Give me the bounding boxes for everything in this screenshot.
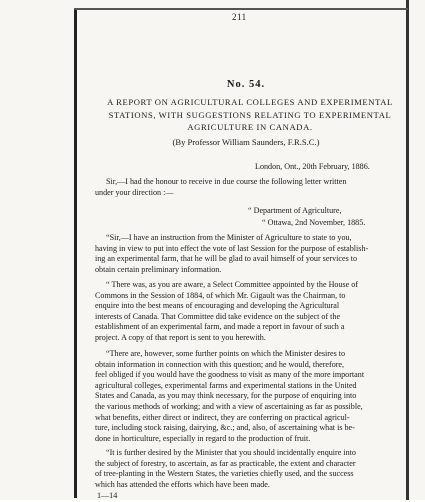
text-line: under your direction :— bbox=[95, 187, 174, 197]
page-edge-right bbox=[406, 0, 409, 500]
paragraph bbox=[95, 349, 364, 444]
text-line: “Sir,—I have an instruction from the Minister of Agriculture to state to you, bbox=[106, 233, 352, 242]
signature-mark: 1—14 bbox=[97, 491, 118, 500]
text-line: “There are, however, some further points on which the Minister desires to bbox=[106, 349, 346, 358]
title-line: STATIONS, WITH SUGGESTIONS RELATING TO EXPERIMENTAL bbox=[108, 109, 392, 120]
text-line: establishment of an experimental farm, and made a report in favour of such a bbox=[95, 322, 345, 332]
letter-department: “ Department of Agriculture, bbox=[248, 206, 342, 215]
text-line: project. A copy of that report is sent to you herewith. bbox=[95, 332, 266, 342]
document-number: No. 54. bbox=[226, 79, 266, 90]
text-line: obtain certain preliminary information. bbox=[95, 264, 222, 274]
text-line: done in horticulture, especially in regard to the production of fruit. bbox=[95, 433, 311, 443]
title-line: AGRICULTURE IN CANADA. bbox=[187, 122, 313, 133]
paragraph bbox=[95, 448, 356, 490]
text-line: enquire into the best means of encouraging and developing the Agricultural bbox=[95, 301, 340, 311]
page-edge-top bbox=[74, 8, 408, 10]
text-line: the subject of forestry, to ascertain, as far as practicable, the extent and character bbox=[95, 458, 356, 468]
text-line: what benefits, either direct or indirect, they are conferring on practical agricul- bbox=[95, 412, 350, 422]
letter-place-date: “ Ottawa, 2nd November, 1885. bbox=[262, 218, 366, 227]
salutation bbox=[95, 177, 347, 198]
text-line: ture, including stock raising, dairying, &c.; and, also, of ascertaining what is be- bbox=[95, 423, 355, 433]
text-line: having in view to put into effect the vote of last Session for the purpose of establish- bbox=[95, 243, 369, 253]
text-line: ing an experimental farm, that he will be glad to avail himself of your services to bbox=[95, 254, 358, 264]
title-line: A REPORT ON AGRICULTURAL COLLEGES AND EXPERIMENTAL bbox=[107, 97, 393, 107]
text-line: “It is further desired by the Minister that you should incidentally enquire into bbox=[106, 448, 356, 457]
text-line: agricultural colleges, experimental farms and experimental stations in the United bbox=[95, 380, 357, 390]
text-line: which has attended the efforts which have been made. bbox=[95, 479, 270, 489]
text-line: “ There was, as you are aware, a Select Committee appointed by the House of bbox=[106, 280, 359, 289]
text-line: obtain information in connection with this question; and he would, therefore, bbox=[95, 359, 345, 369]
text-line: Sir,—I had the honour to receive in due course the following letter written bbox=[106, 177, 347, 186]
text-line: interests of Canada. That Committee did take evidence on the subject of the bbox=[95, 311, 341, 321]
report-title bbox=[96, 96, 404, 134]
paragraph bbox=[95, 280, 358, 344]
text-line: States and Canada, as you may think necessary, for the purpose of enquiring into bbox=[95, 391, 357, 401]
author-byline: (By Professor William Saunders, F.R.S.C.) bbox=[172, 137, 320, 147]
page-edge-left bbox=[74, 8, 77, 498]
text-line: of tree-planting in the Western States, the varieties chiefly used, and the success bbox=[95, 469, 354, 479]
text-line: feel obliged if you would have the goodness to visit as many of the more important bbox=[95, 370, 365, 380]
text-line: Commons in the Session of 1884, of which Mr. Gigault was the Chairman, to bbox=[95, 290, 346, 300]
text-line: the various methods of working; and with a view of ascertaining as far as possible, bbox=[95, 401, 363, 411]
page-number: 211 bbox=[232, 12, 247, 22]
paragraph bbox=[95, 233, 368, 275]
dateline: London, Ont., 20th February, 1886. bbox=[255, 162, 370, 171]
